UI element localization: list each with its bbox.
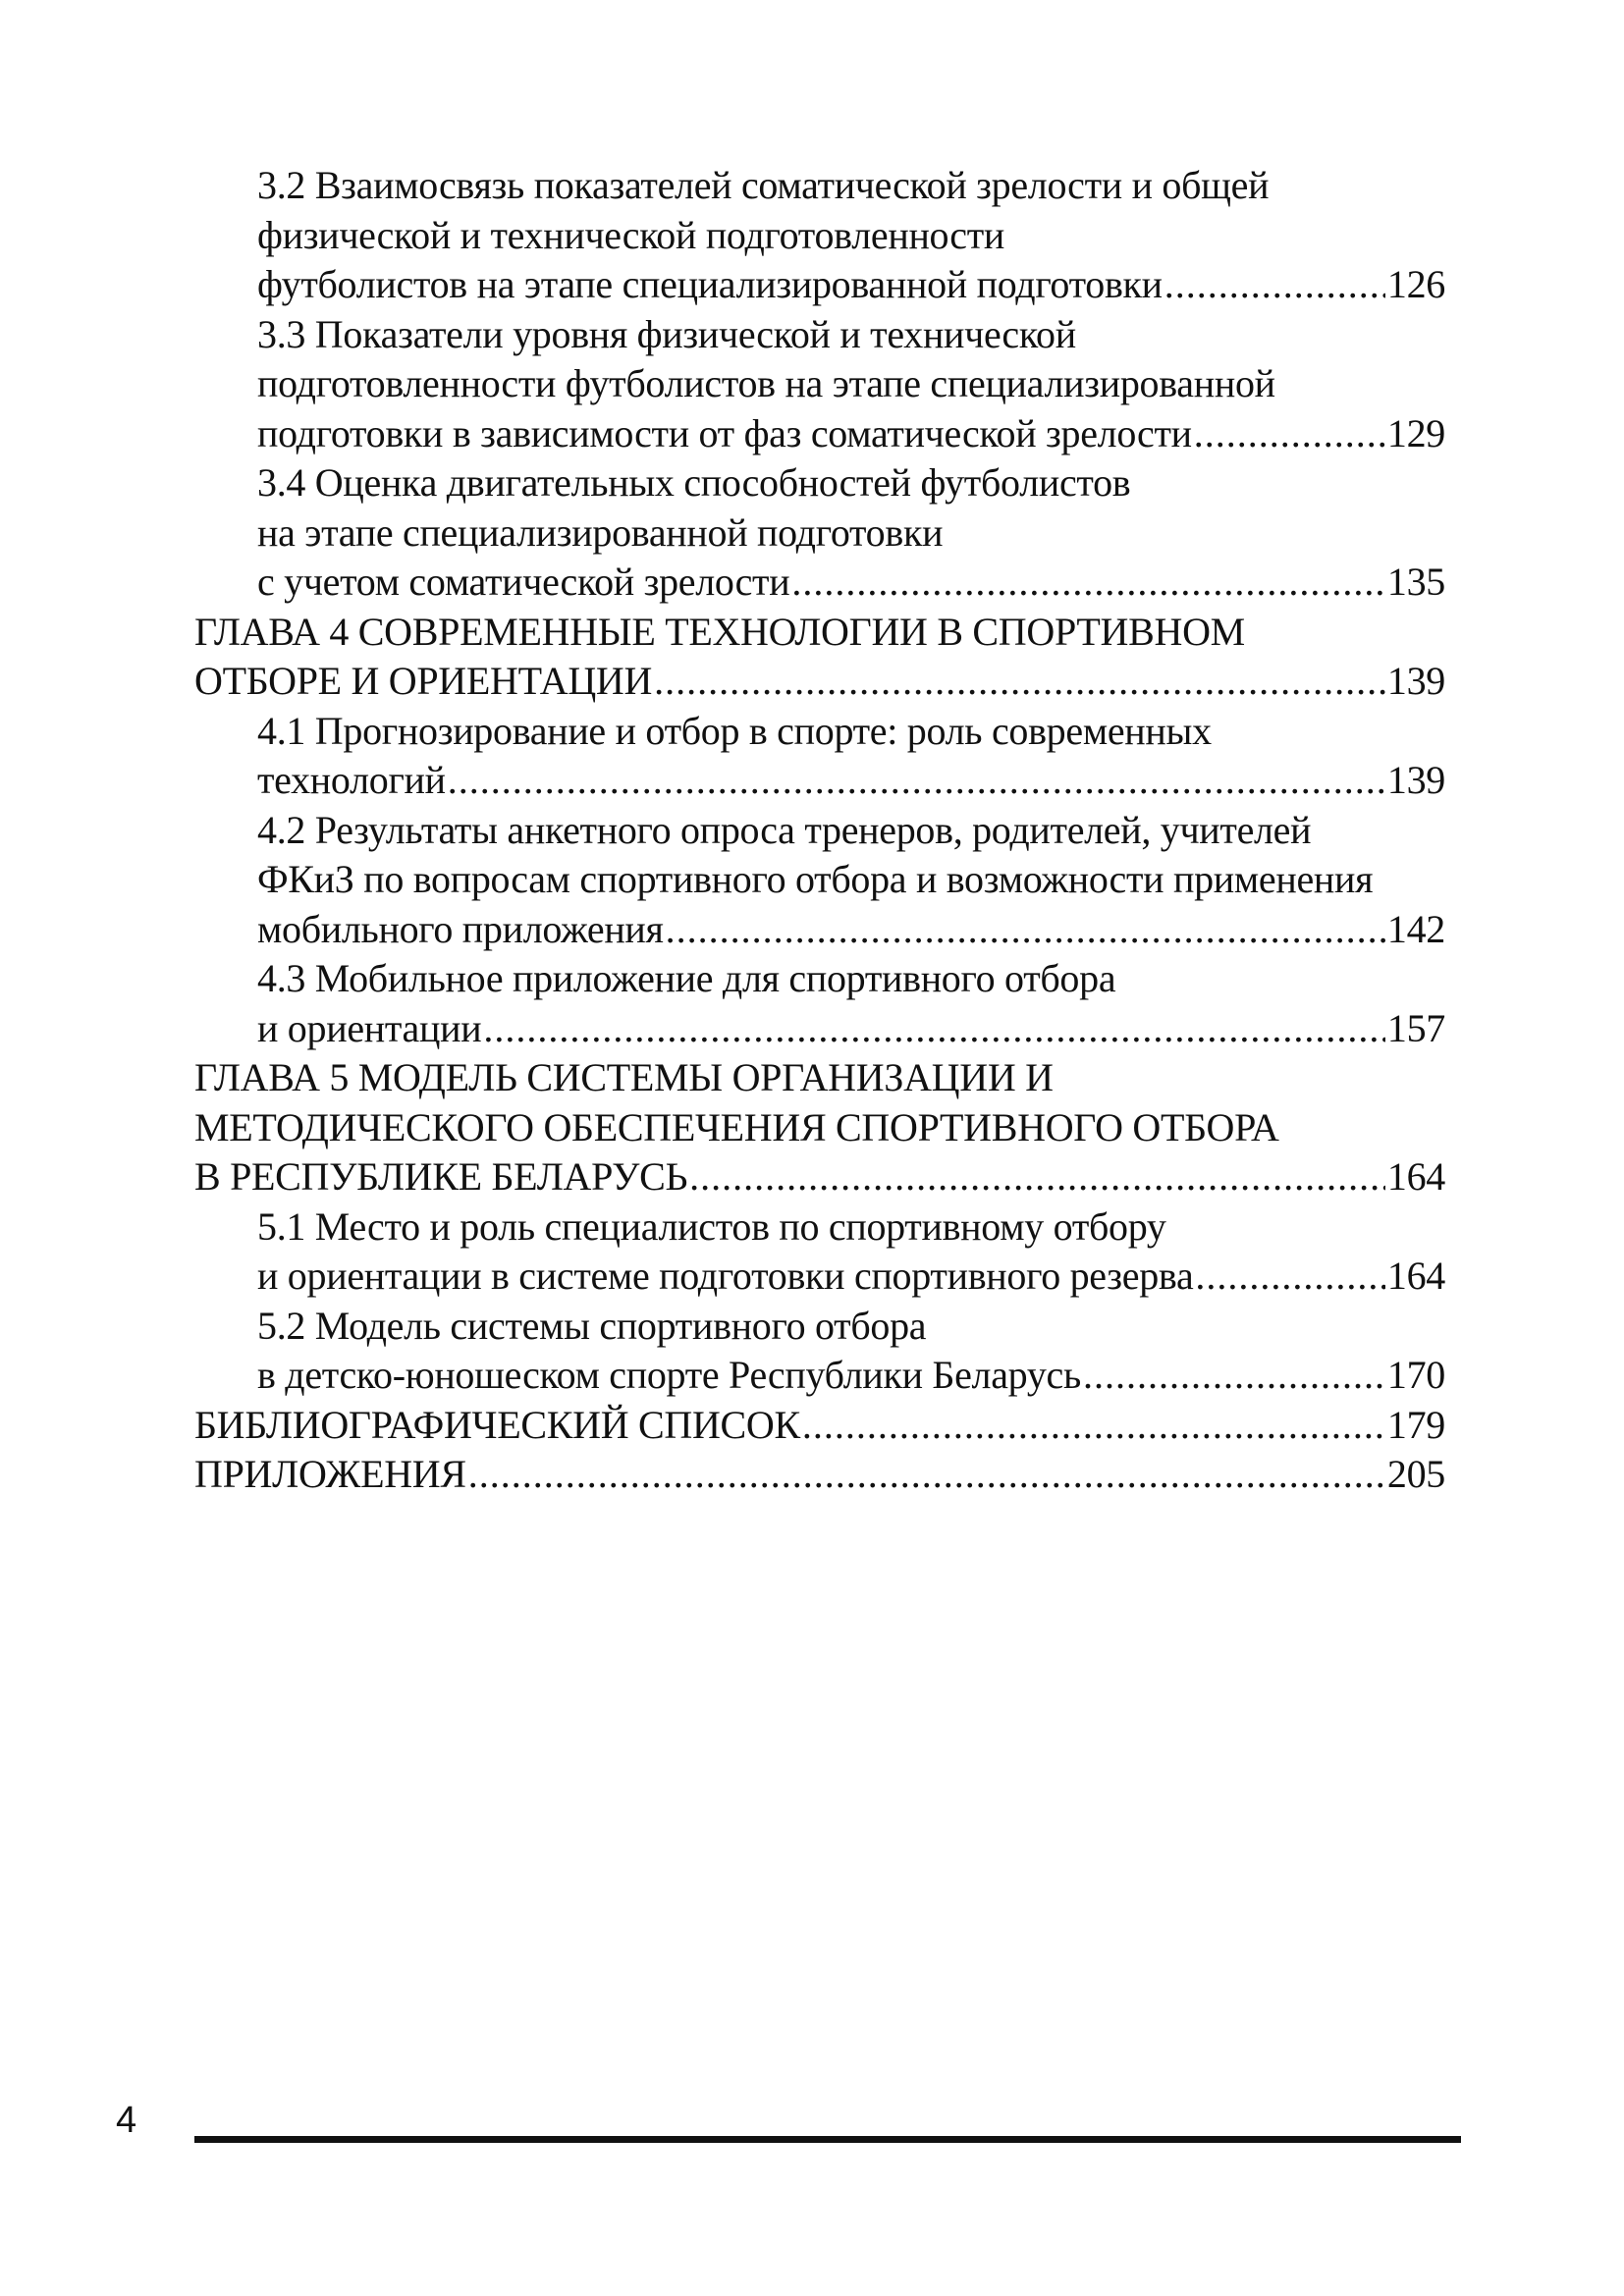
toc-entry-line <box>194 1152 1445 1202</box>
toc-entry-line <box>194 1351 1445 1401</box>
toc-entry-line: ФКиЗ по вопросам спортивного отбора и возможности применения <box>257 857 1374 901</box>
toc-entry-line: 3.2 Взаимосвязь показателей соматической зрелости и общей <box>257 163 1270 207</box>
toc-entry-line <box>194 409 1445 459</box>
toc-page-number: 129 <box>1386 410 1445 455</box>
toc-entry-title: мобильного приложения <box>257 906 664 951</box>
toc-entry[interactable] <box>194 1053 1445 1202</box>
toc-entry-line <box>194 1401 1445 1451</box>
toc-entry[interactable] <box>194 707 1445 806</box>
toc-entry[interactable] <box>194 1202 1445 1302</box>
toc-entry-line: 4.3 Мобильное приложение для спортивного отбора <box>257 956 1116 1000</box>
toc-page-number: 139 <box>1386 659 1445 703</box>
toc-entry-line: физической и технической подготовленности <box>257 212 1004 257</box>
footer-rule <box>194 2136 1461 2143</box>
toc-entry-line <box>194 260 1445 310</box>
toc-page-number: 164 <box>1386 1254 1445 1298</box>
toc-entry[interactable] <box>194 806 1445 955</box>
toc-entry-line: 5.2 Модель системы спортивного отбора <box>257 1303 927 1348</box>
toc-page-number: 126 <box>1386 262 1445 306</box>
toc-entry-title: ОТБОРЕ И ОРИЕНТАЦИИ <box>194 659 653 703</box>
toc-entry-line: 5.1 Место и роль специалистов по спортивному отбору <box>257 1203 1166 1249</box>
dot-leader <box>654 657 1385 707</box>
dot-leader <box>1195 1252 1384 1302</box>
toc-entry-line: на этапе специализированной подготовки <box>257 509 944 555</box>
toc-entry-title: В РЕСПУБЛИКЕ БЕЛАРУСЬ <box>194 1154 688 1199</box>
toc-entry[interactable] <box>194 1450 1445 1500</box>
toc-page-number: 135 <box>1386 560 1445 604</box>
toc-page-number: 170 <box>1386 1353 1445 1397</box>
dot-leader <box>791 558 1385 608</box>
toc-page-number: 142 <box>1386 906 1445 951</box>
table-of-contents <box>194 161 1445 1500</box>
toc-entry-title: технологий <box>257 758 446 802</box>
toc-entry-title: футболистов на этапе специализированной подготовки <box>257 262 1163 306</box>
toc-entry-title: в детско-юношеском спорте Республики Беларусь <box>257 1353 1081 1397</box>
toc-entry-line: 4.1 Прогнозирование и отбор в спорте: роль современных <box>257 708 1212 753</box>
toc-entry-line: ГЛАВА 5 МОДЕЛЬ СИСТЕМЫ ОРГАНИЗАЦИИ И <box>194 1055 1054 1099</box>
toc-entry-title: ПРИЛОЖЕНИЯ <box>194 1452 466 1496</box>
toc-entry-title: БИБЛИОГРАФИЧЕСКИЙ СПИСОК <box>194 1402 800 1447</box>
toc-entry[interactable] <box>194 608 1445 707</box>
toc-entry-line <box>194 756 1445 806</box>
toc-entry-line: 3.3 Показатели уровня физической и технической <box>257 311 1076 356</box>
toc-entry-line: 4.2 Результаты анкетного опроса тренеров, родителей, учителей <box>257 807 1312 852</box>
toc-entry-line: 3.4 Оценка двигательных способностей футболистов <box>257 460 1131 505</box>
dot-leader <box>483 1004 1385 1054</box>
dot-leader <box>666 905 1385 955</box>
toc-entry-line: МЕТОДИЧЕСКОГО ОБЕСПЕЧЕНИЯ СПОРТИВНОГО ОТБОРА <box>194 1104 1279 1149</box>
toc-page-number: 139 <box>1386 758 1445 802</box>
toc-entry-line <box>194 558 1445 608</box>
toc-page-number: 157 <box>1386 1005 1445 1050</box>
dot-leader <box>802 1401 1385 1451</box>
dot-leader <box>448 756 1385 806</box>
toc-entry[interactable] <box>194 310 1445 459</box>
toc-entry-line <box>194 1004 1445 1054</box>
toc-entry-line <box>194 1252 1445 1302</box>
toc-page-number: 179 <box>1386 1402 1445 1447</box>
toc-entry-title: и ориентации в системе подготовки спортивного резерва <box>257 1254 1194 1298</box>
toc-entry-line <box>194 905 1445 955</box>
toc-entry[interactable] <box>194 458 1445 608</box>
dot-leader <box>1194 409 1385 459</box>
page-number: 4 <box>116 2100 137 2141</box>
toc-entry-line: подготовленности футболистов на этапе специализированной <box>257 361 1275 405</box>
toc-entry-title: подготовки в зависимости от фаз соматической зрелости <box>257 410 1192 455</box>
toc-entry-line <box>194 1450 1445 1500</box>
toc-entry[interactable] <box>194 161 1445 310</box>
dot-leader <box>1083 1351 1385 1401</box>
dot-leader <box>689 1152 1385 1202</box>
toc-entry[interactable] <box>194 1401 1445 1451</box>
toc-page-number: 205 <box>1386 1452 1445 1496</box>
dot-leader <box>468 1450 1385 1500</box>
toc-entry-line <box>194 657 1445 707</box>
toc-page-number: 164 <box>1386 1154 1445 1199</box>
toc-entry-title: и ориентации <box>257 1005 482 1050</box>
dot-leader <box>1164 260 1385 310</box>
toc-entry[interactable] <box>194 1302 1445 1401</box>
toc-entry[interactable] <box>194 954 1445 1053</box>
toc-entry-title: с учетом соматической зрелости <box>257 560 790 604</box>
toc-entry-line: ГЛАВА 4 СОВРЕМЕННЫЕ ТЕХНОЛОГИИ В СПОРТИВНОМ <box>194 609 1245 654</box>
